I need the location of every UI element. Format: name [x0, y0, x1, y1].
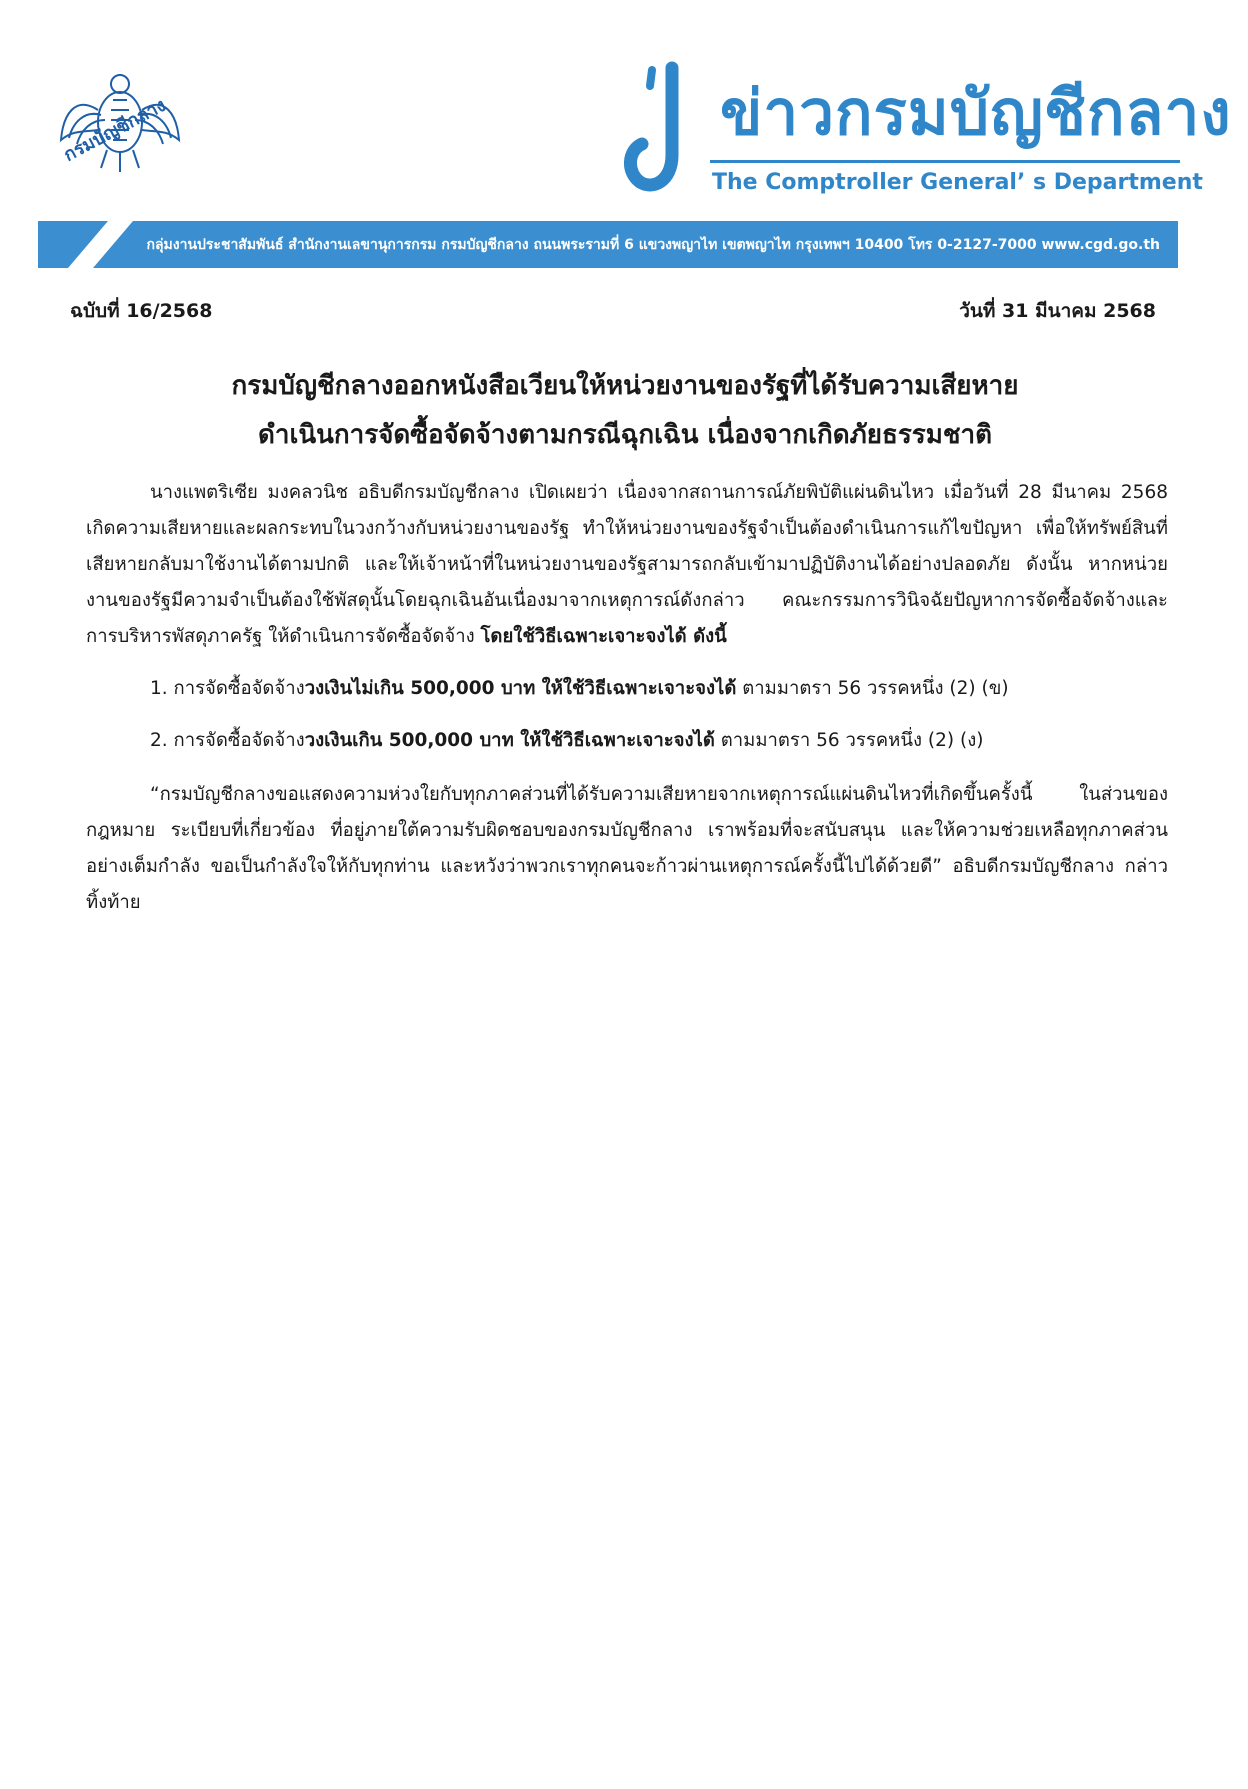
list-item-bold: วงเงินเกิน 500,000 บาท ให้ใช้วิธีเฉพาะเจาะจงได้ [304, 730, 715, 751]
contact-banner-text: กลุ่มงานประชาสัมพันธ์ สำนักงานเลขานุการกรม กรมบัญชีกลาง ถนนพระรามที่ 6 แขวงพญาไท เขตพญาไท กรุงเทพฯ 10400 โทร 0-2127-7000 www.cgd.go.th [146, 237, 1160, 253]
document-title [80, 362, 1170, 460]
list-item-prefix: 1. การจัดซื้อจัดจ้าง [150, 678, 305, 699]
seal-text: กรมบัญชีกลาง [60, 94, 170, 166]
brand-divider [710, 160, 1180, 163]
body-paragraph-1-text: นางแพตริเซีย มงคลวนิช อธิบดีกรมบัญชีกลาง เปิดเผยว่า เนื่องจากสถานการณ์ภัยพิบัติแผ่นดินไหว เมื่อวันที่ 28 มีนาคม 2568 เกิดความเสียหายและผลกระทบในวงกว้างกับหน่วยงานของรัฐ ทำให้หน่วยงานของรัฐจำเป็นต้องดำเนินการแก้ไขปัญหา เพื่อให้ทรัพย์สินที่เสียหายกลับมาใช้งานได้ตามปกติ และให้เจ้าหน้าที่ในหน่วยงานของรัฐสามารถกลับเข้ามาปฏิบัติงานได้อย่างปลอดภัย ดังนั้น หากหน่วยงานของรัฐมีความจำเป็นต้องใช้พัสดุนั้นโดยฉุกเฉินอันเนื่องมาจากเหตุการณ์ดังกล่าว คณะกรรมการวินิจฉัยปัญหาการจัดซื้อจัดจ้างและการบริหารพัสดุภาครัฐ ให้ดำเนินการจัดซื้อจัดจ้าง [86, 482, 1168, 647]
contact-banner [38, 221, 1178, 268]
brand-thai-text: ข่าวกรมบัญชีกลาง [720, 76, 1232, 149]
brand-hook-icon [612, 60, 722, 200]
issue-number: ฉบับที่ 16/2568 [70, 300, 213, 322]
closing-quote-paragraph: “กรมบัญชีกลางขอแสดงความห่วงใยกับทุกภาคส่วนที่ได้รับความเสียหายจากเหตุการณ์แผ่นดินไหวที่เกิดขึ้นครั้งนี้ ในส่วนของกฎหมาย ระเบียบที่เกี่ยวข้อง ที่อยู่ภายใต้ความรับผิดชอบของกรมบัญชีกลาง เราพร้อมที่จะสนับสนุน และให้ความช่วยเหลือทุกภาคส่วนอย่างเต็มกำลัง ขอเป็นกำลังใจให้กับทุกท่าน และหวังว่าพวกเราทุกคนจะก้าวผ่านเหตุการณ์ครั้งนี้ไปได้ด้วยดี” อธิบดีกรมบัญชีกลาง กล่าวทิ้งท้าย [86, 784, 1168, 913]
list-item-bold: วงเงินไม่เกิน 500,000 บาท ให้ใช้วิธีเฉพาะเจาะจงได้ [304, 678, 737, 699]
title-line-1: กรมบัญชีกลางออกหนังสือเวียนให้หน่วยงานของรัฐที่ได้รับความเสียหาย [231, 371, 1019, 401]
brand-logo [612, 60, 1232, 200]
list-item-suffix: ตามมาตรา 56 วรรคหนึ่ง (2) (ข) [736, 678, 1009, 699]
list-item-prefix: 2. การจัดซื้อจัดจ้าง [150, 730, 305, 751]
banner-slash-decoration [38, 221, 133, 268]
list-item-suffix: ตามมาตรา 56 วรรคหนึ่ง (2) (ง) [714, 730, 984, 751]
document-body [86, 475, 1168, 921]
list-item [86, 671, 1168, 707]
body-paragraph-1 [86, 475, 1168, 655]
press-release-header [0, 0, 1248, 270]
body-paragraph-1-bold: โดยใช้วิธีเฉพาะเจาะจงได้ ดังนี้ [480, 626, 727, 647]
list-item [86, 723, 1168, 759]
brand-english-text: The Comptroller General’ s Department [712, 170, 1203, 195]
title-line-2: ดำเนินการจัดซื้อจัดจ้างตามกรณีฉุกเฉิน เนื่องจากเกิดภัยธรรมชาติ [257, 420, 993, 450]
issue-date: วันที่ 31 มีนาคม 2568 [959, 300, 1156, 322]
